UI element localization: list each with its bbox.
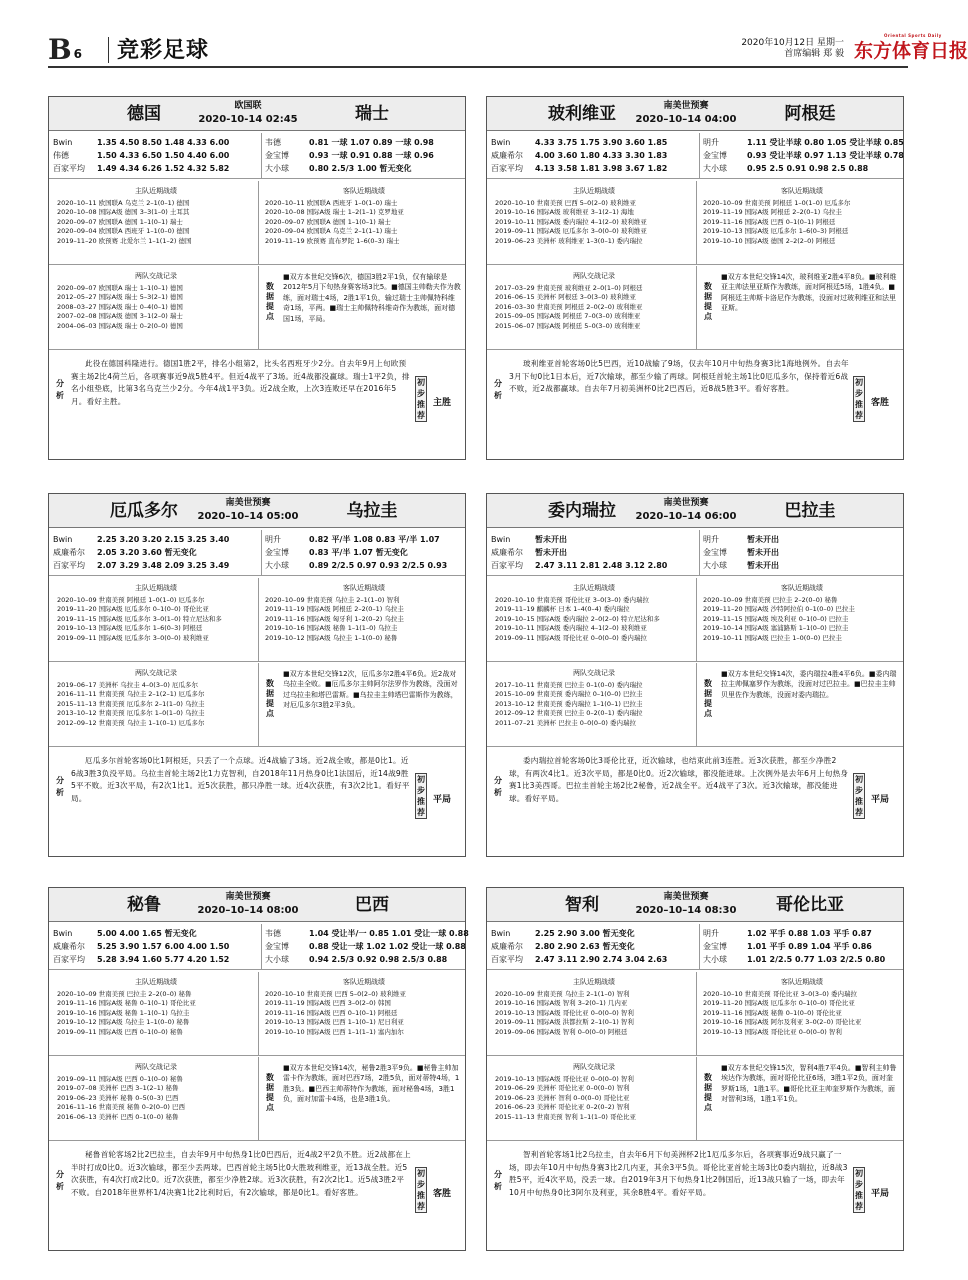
odds-row: 威廉希尔 暂未开出 xyxy=(491,548,567,557)
recent-form xyxy=(487,181,903,265)
data-points-label: 数据提点 xyxy=(704,282,712,321)
recommend-label: 初步推荐 xyxy=(417,775,425,817)
away-recent: 客队近期战绩 2020–10–09 世南美预 巴拉圭 2–2(0–0) 秘鲁 2019–11–20 国际A级 沙特阿拉伯 0–1(0–0) 巴拉圭 2019–11–15 国际A级 埃及利亚 0–1(0–0) 巴拉圭 2019–10–14 国际A级 塞浦路斯 1–1(0–0) 巴拉圭 2019–10–11 国际A级 巴拉圭 1–0(0–0) 巴拉圭 xyxy=(703,584,901,644)
kickoff-time: 2020–10–14 08:30 xyxy=(635,905,737,916)
recent-form xyxy=(487,972,903,1056)
away-team: 巴拉圭 xyxy=(784,501,836,521)
record-row: 2015–11–13 世南美预 厄瓜多尔 2–1(1–0) 乌拉圭 xyxy=(57,699,205,708)
odds-row: Bwin 4.33 3.75 1.75 3.90 3.60 1.85 xyxy=(491,138,668,147)
record-row: 2015–10–09 世南美预 委内瑞拉 0–1(0–0) 巴拉圭 xyxy=(495,690,643,699)
record-row: 2019–06–23 美洲杯 智利 0–0(0–0) 哥伦比亚 xyxy=(495,1093,630,1102)
recommend-label: 初步推荐 xyxy=(855,1169,863,1211)
record-row: 2015–11–13 世南美预 智利 1–1(1–0) 哥伦比亚 xyxy=(495,1112,636,1121)
record-row: 2019–11–20 国际A级 沙特阿拉伯 0–1(0–0) 巴拉圭 xyxy=(703,605,855,614)
odds-row: 大小球 暂未开出 xyxy=(703,561,779,570)
divider xyxy=(258,1057,259,1141)
match-title xyxy=(49,97,465,131)
divider xyxy=(696,663,697,747)
odds-table xyxy=(49,924,469,970)
recent-form xyxy=(487,578,903,662)
match-title xyxy=(49,494,465,528)
divider xyxy=(696,1057,697,1141)
record-row: 2020–10–09 世南美预 阿根廷 1–0(1–0) 厄瓜多尔 xyxy=(703,198,851,207)
odds-table xyxy=(487,133,903,179)
odds-row: 明升 1.02 平手 0.88 1.03 平手 0.87 xyxy=(703,929,872,938)
home-team: 德国 xyxy=(127,104,161,124)
home-team: 智利 xyxy=(565,895,599,915)
divider xyxy=(696,181,697,265)
header-rule xyxy=(48,66,908,68)
record-row: 2020–09–07 欧国联A 瑞士 1–1(0–1) 德国 xyxy=(57,283,183,292)
odds-row: Bwin 暂未开出 xyxy=(491,535,567,544)
record-row: 2019–10–11 国际A级 巴拉圭 1–0(0–0) 巴拉圭 xyxy=(703,633,842,642)
record-row: 2019–11–16 国际A级 巴西 0–1(0–1) 阿根廷 xyxy=(265,1008,398,1017)
h2h-and-data xyxy=(49,266,465,350)
head-to-head: 两队交战记录 2019–06–17 美洲杯 乌拉圭 4–0(3–0) 厄瓜多尔 2016–11–11 世南美预 乌拉圭 2–1(2–1) 厄瓜多尔 2015–11–13 世南美预 厄瓜多尔 2–1(1–0) 乌拉圭 2013–10–12 世南美预 厄瓜多尔 1–0(1–0) 乌拉圭 2012–09–12 世南美预 乌拉圭 1–1(0–1) 厄瓜多尔 xyxy=(57,669,255,729)
match-title xyxy=(487,494,903,528)
record-row: 2013–10–12 世南美预 委内瑞拉 1–1(0–1) 巴拉圭 xyxy=(495,699,643,708)
divider xyxy=(258,663,259,747)
h2h-and-data xyxy=(487,266,903,350)
odds-row: 大小球 1.01 2/2.5 0.77 1.03 2/2.5 0.80 xyxy=(703,955,886,964)
analysis-text: 委内瑞拉首轮客场0比3哥伦比亚，近次输球，也结束此前3连胜。近3次获胜，都至少净胜2球，有两次4比1。近3次平局，都是0比0。近2次输球，都没能进球。上次例外是去年6月上旬热身赛1比3美西哥。巴拉圭首轮主场2比2秘鲁，近2战全平。近4战平了3次。近3次输球，都没能进球。看好平局。 xyxy=(509,756,849,803)
recommendation: 客胜 xyxy=(433,1189,452,1199)
odds-row: 金宝博 0.93 一球 0.91 0.88 一球 0.96 xyxy=(265,151,434,160)
page-number: B 6 xyxy=(48,33,83,66)
analysis-label: 分析 xyxy=(56,776,64,797)
home-recent: 主队近期战绩 2020–10–10 世南美预 巴西 5–0(2–0) 玻利维亚 2019–10–16 国际A级 玻利维亚 3–1(2–1) 海地 2019–10–11 国际A级 委内瑞拉 4–1(2–0) 玻利维亚 2019–09–11 国际A级 厄瓜多尔 3–0(0–0) 玻利维亚 2019–06–23 美洲杯 玻利维亚 1–3(0–1) 委内瑞拉 xyxy=(495,187,693,247)
record-row: 2011–07–21 美洲杯 巴拉圭 0–0(0–0) 委内瑞拉 xyxy=(495,718,636,727)
recommendation: 主胜 xyxy=(433,398,452,408)
record-row: 2019–10–16 国际A级 秘鲁 1–1(1–0) 乌拉圭 xyxy=(265,624,398,633)
competition: 南美世预赛 xyxy=(225,498,271,508)
h2h-and-data xyxy=(487,663,903,747)
record-row: 2019–10–14 国际A级 塞浦路斯 1–1(0–0) 巴拉圭 xyxy=(703,624,849,633)
head-to-head: 两队交战记录 2017–10–11 世南美预 巴拉圭 0–1(0–0) 委内瑞拉 2015–10–09 世南美预 委内瑞拉 0–1(0–0) 巴拉圭 2013–10–12 世南美预 委内瑞拉 1–1(0–1) 巴拉圭 2012–09–12 世南美预 巴拉圭 0–2(0–1) 委内瑞拉 2011–07–21 美洲杯 巴拉圭 0–0(0–0) 委内瑞拉 xyxy=(495,669,693,729)
odds-row: 大小球 0.80 2.5/3 1.00 暂无变化 xyxy=(265,164,412,173)
record-row: 2019–10–16 国际A级 智利 3–2(0–1) 几内亚 xyxy=(495,999,628,1008)
recommendation: 平局 xyxy=(871,795,890,805)
odds-table xyxy=(487,924,903,970)
analysis xyxy=(487,352,903,432)
home-team: 委内瑞拉 xyxy=(548,501,616,521)
home-recent: 主队近期战绩 2020–10–09 世南美预 乌拉圭 2–1(1–0) 智利 2019–10–16 国际A级 智利 3–2(0–1) 几内亚 2019–10–13 国际A级 哥伦比亚 0–0(0–0) 智利 2019–09–11 国际A级 洪都拉斯 2–1(0–1) 智利 2019–09–06 国际A级 智利 0–0(0–0) 阿根廷 xyxy=(495,978,693,1038)
match-card xyxy=(48,96,466,460)
analysis-label: 分析 xyxy=(56,379,64,400)
match-card xyxy=(48,887,469,1251)
away-recent: 客队近期战绩 2020–10–10 世南美预 哥伦比亚 3–0(3–0) 委内瑞拉 2019–11–20 国际A级 厄瓜多尔 0–1(0–0) 哥伦比亚 2019–11–16 国际A级 秘鲁 0–1(0–0) 哥伦比亚 2019–10–16 国际A级 阿尔及利亚 3–0(2–0) 哥伦比亚 2019–10–13 国际A级 哥伦比亚 0–0(0–0) 智利 xyxy=(703,978,901,1038)
divider xyxy=(261,924,262,970)
odds-table xyxy=(49,133,465,179)
record-row: 2019–11–16 国际A级 巴西 0–1(0–1) 阿根廷 xyxy=(703,217,836,226)
data-points-label: 数据提点 xyxy=(266,282,274,321)
competition: 南美世预赛 xyxy=(225,892,271,902)
record-row: 2019–09–11 国际A级 洪都拉斯 2–1(0–1) 智利 xyxy=(495,1018,634,1027)
data-points: ■双方本世纪交锋12次，厄瓜多尔2胜4平6负。近2战对乌拉圭全败。■厄瓜多尔主帅阿尔法罗作为教练，没面对过乌拉圭和塔巴雷斯。■乌拉圭主帅塔巴雷斯作为教练，对厄瓜多尔3胜2平3负。 xyxy=(283,670,458,710)
divider xyxy=(696,972,697,1056)
record-row: 2019–06–29 美洲杯 哥伦比亚 0–0(0–0) 智利 xyxy=(495,1084,630,1093)
away-recent: 客队近期战绩 2020–10–11 欧国联A 西班牙 1–0(1–0) 瑞士 2020–10–08 国际A级 瑞士 1–2(1–1) 克罗地亚 2020–09–07 欧国联A 德国 1–1(0–1) 瑞士 2020–09–04 欧国联A 乌克兰 2–1(1–1) 瑞士 2019–11–19 欧预赛 直布罗陀 1–6(0–3) 瑞士 xyxy=(265,187,463,247)
odds-row: 韦德 1.04 受让半/一 0.85 1.01 受让一球 0.88 xyxy=(265,929,469,938)
analysis xyxy=(49,352,465,432)
away-team: 巴西 xyxy=(355,895,389,915)
record-row: 2020–10–09 世南美预 巴拉圭 2–2(0–0) 秘鲁 xyxy=(57,989,192,998)
record-row: 2013–10–12 世南美预 厄瓜多尔 1–0(1–0) 乌拉圭 xyxy=(57,709,205,718)
match-title xyxy=(49,888,465,922)
away-team: 瑞士 xyxy=(355,104,389,124)
record-row: 2019–11–20 欧预赛 北爱尔兰 1–1(1–2) 德国 xyxy=(57,236,192,245)
recent-form xyxy=(49,181,465,265)
analysis-label: 分析 xyxy=(494,1170,502,1191)
record-row: 2007–02–08 国际A级 德国 3–1(2–0) 瑞士 xyxy=(57,312,183,321)
record-row: 2019–06–17 美洲杯 乌拉圭 4–0(3–0) 厄瓜多尔 xyxy=(57,680,198,689)
data-points-label: 数据提点 xyxy=(704,1073,712,1112)
away-team: 哥伦比亚 xyxy=(776,895,844,915)
record-row: 2020–10–10 世南美预 哥伦比亚 3–0(3–0) 委内瑞拉 xyxy=(495,595,649,604)
home-recent: 主队近期战绩 2020–10–09 世南美预 巴拉圭 2–2(0–0) 秘鲁 2019–11–16 国际A级 秘鲁 0–1(0–1) 哥伦比亚 2019–10–16 国际A级 秘鲁 1–1(0–1) 乌拉圭 2019–10–12 国际A级 乌拉圭 1–1(0–0) 秘鲁 2019–09–11 国际A级 巴西 0–1(0–0) 秘鲁 xyxy=(57,978,255,1038)
record-row: 2019–10–13 国际A级 巴西 1–1(0–1) 尼日利亚 xyxy=(265,1018,404,1027)
odds-row: 百家平均 1.49 4.34 6.26 1.52 4.32 5.82 xyxy=(53,164,230,173)
home-team: 厄瓜多尔 xyxy=(110,501,178,521)
record-row: 2019–09–11 国际A级 巴西 0–1(0–0) 秘鲁 xyxy=(57,1074,183,1083)
record-row: 2019–09–11 国际A级 厄瓜多尔 3–0(0–0) 玻利维亚 xyxy=(495,227,647,236)
record-row: 2019–09–06 国际A级 智利 0–0(0–0) 阿根廷 xyxy=(495,1027,628,1036)
record-row: 2016–11–11 世南美预 乌拉圭 2–1(2–1) 厄瓜多尔 xyxy=(57,690,205,699)
record-row: 2019–06–23 美洲杯 秘鲁 0–5(0–3) 巴西 xyxy=(57,1093,179,1102)
away-recent: 客队近期战绩 2020–10–09 世南美预 乌拉圭 2–1(1–0) 智利 2019–11–19 国际A级 阿根廷 2–2(0–1) 乌拉圭 2019–11–16 国际A级 匈牙利 1–2(0–2) 乌拉圭 2019–10–16 国际A级 秘鲁 1–1(1–0) 乌拉圭 2019–10–12 国际A级 乌拉圭 1–1(0–0) 秘鲁 xyxy=(265,584,463,644)
recommend-label: 初步推荐 xyxy=(855,378,863,420)
record-row: 2019–10–12 国际A级 乌拉圭 1–1(0–0) 秘鲁 xyxy=(57,1018,190,1027)
analysis xyxy=(49,749,465,829)
home-recent: 主队近期战绩 2020–10–09 世南美预 阿根廷 1–0(1–0) 厄瓜多尔 2019–11–20 国际A级 厄瓜多尔 0–1(0–0) 哥伦比亚 2019–11–15 国际A级 厄瓜多尔 3–0(1–0) 特立尼达和多 2019–10–13 国际A级 厄瓜多尔 1–6(0–3) 阿根廷 2019–09–11 国际A级 厄瓜多尔 3–0(0–0) 玻利维亚 xyxy=(57,584,255,644)
analysis xyxy=(487,1143,903,1223)
record-row: 2016–06–15 美洲杯 阿根廷 3–0(3–0) 玻利维亚 xyxy=(495,293,636,302)
divider xyxy=(696,578,697,662)
h2h-and-data xyxy=(49,1057,465,1141)
odds-row: 金宝博 0.83 平/半 1.07 暂无变化 xyxy=(265,548,408,557)
record-row: 2012–09–12 世南美预 巴拉圭 0–2(0–1) 委内瑞拉 xyxy=(495,709,643,718)
record-row: 2020–10–08 国际A级 德国 3–3(1–0) 土耳其 xyxy=(57,208,190,217)
analysis-text: 此役在德国科隆进行。德国1胜2平，排名小组第2，比头名西班牙少2分。自去年9月上旬欧预赛主场2比4荷兰后，各项赛事近9战5胜4平。但近4战平了3场。近4战都没赢球。瑞士1平2负，排名小组垫底，比第3名乌克兰少2分。今年4战1平3负。近2战全败，上次3连败还早在2016年5月。看好主胜。 xyxy=(71,359,410,406)
match-card xyxy=(486,96,904,460)
date-editor: 2020年10月12日 星期一 首席编辑 郑 毅 xyxy=(741,38,844,59)
odds-table xyxy=(487,530,903,576)
away-recent: 客队近期战绩 2020–10–10 世南美预 巴西 5–0(2–0) 玻利维亚 2019–11–19 国际A级 巴西 3–0(2–0) 韩国 2019–11–16 国际A级 巴西 0–1(0–1) 阿根廷 2019–10–13 国际A级 巴西 1–1(0–1) 尼日利亚 2019–10–10 国际A级 巴西 1–1(1–1) 塞内加尔 xyxy=(265,978,463,1038)
record-row: 2019–11–15 国际A级 埃及利亚 0–1(0–0) 巴拉圭 xyxy=(703,614,849,623)
record-row: 2019–11–16 国际A级 秘鲁 0–1(0–0) 哥伦比亚 xyxy=(703,1008,842,1017)
odds-row: 大小球 0.94 2.5/3 0.92 0.98 2.5/3 0.88 xyxy=(265,955,448,964)
kickoff-time: 2020–10–14 08:00 xyxy=(197,905,299,916)
head-to-head: 两队交战记录 2019–09–11 国际A级 巴西 0–1(0–0) 秘鲁 2019–07–08 美洲杯 巴西 3–1(2–1) 秘鲁 2019–06–23 美洲杯 秘鲁 0–5(0–3) 巴西 2016–11–16 世南美预 秘鲁 0–2(0–0) 巴西 2016–06–13 美洲杯 巴西 0–1(0–0) 秘鲁 xyxy=(57,1063,255,1123)
record-row: 2019–11–16 国际A级 秘鲁 0–1(0–1) 哥伦比亚 xyxy=(57,999,196,1008)
record-row: 2019–09–11 国际A级 巴西 0–1(0–0) 秘鲁 xyxy=(57,1027,183,1036)
divider xyxy=(699,924,700,970)
match-card xyxy=(48,493,466,857)
recommendation: 客胜 xyxy=(871,398,890,408)
odds-row: Bwin 2.25 2.90 3.00 暂无变化 xyxy=(491,929,635,938)
record-row: 2017–10–11 世南美预 巴拉圭 0–1(0–0) 委内瑞拉 xyxy=(495,680,643,689)
divider xyxy=(258,578,259,662)
recommendation: 平局 xyxy=(871,1189,890,1199)
match-card xyxy=(486,493,904,857)
data-points-label: 数据提点 xyxy=(266,679,274,718)
record-row: 2019–10–13 国际A级 哥伦比亚 0–0(0–0) 智利 xyxy=(703,1027,842,1036)
competition: 南美世预赛 xyxy=(663,101,709,111)
data-points: ■双方本世纪交锋14次，委内瑞拉4胜4平6负。■委内瑞拉主帅佩塞罗作为教练，没面对过巴拉圭。■巴拉圭主帅贝里佐作为教练，没面对委内瑞拉。 xyxy=(721,670,897,699)
record-row: 2016–03–30 世南美预 阿根廷 2–0(2–0) 玻利维亚 xyxy=(495,302,643,311)
odds-row: 明升 1.11 受让半球 0.80 1.05 受让半球 0.85 xyxy=(703,138,904,147)
away-team: 阿根廷 xyxy=(784,104,836,124)
competition: 欧国联 xyxy=(234,101,262,111)
odds-row: 明升 0.82 平/半 1.08 0.83 平/半 1.07 xyxy=(265,535,440,544)
odds-row: 威廉希尔 2.05 3.20 3.60 暂无变化 xyxy=(53,548,197,557)
competition: 南美世预赛 xyxy=(663,892,709,902)
record-row: 2020–09–07 欧国联A 德国 1–1(0–1) 瑞士 xyxy=(265,217,391,226)
record-row: 2020–10–09 世南美预 巴拉圭 2–2(0–0) 秘鲁 xyxy=(703,595,838,604)
record-row: 2020–09–04 欧国联A 乌克兰 2–1(1–1) 瑞士 xyxy=(265,227,398,236)
data-points: ■双方本世纪交锋14次，玻利维亚2胜4平8负。■玻利维亚主帅法里亚斯作为教练，面对阿根廷5场，1胜4负。■阿根廷主帅斯卡洛尼作为教练，没面对过玻利维亚和法里亚斯。 xyxy=(721,273,897,313)
record-row: 2019–11–20 国际A级 厄瓜多尔 0–1(0–0) 哥伦比亚 xyxy=(57,605,209,614)
head-to-head: 两队交战记录 2017–03–29 世南美预 玻利维亚 2–0(1–0) 阿根廷 2016–06–15 美洲杯 阿根廷 3–0(3–0) 玻利维亚 2016–03–30 世南美预 阿根廷 2–0(2–0) 玻利维亚 2015–09–05 国际A级 阿根廷 7–0(3–0) 玻利维亚 2015–06–07 国际A级 阿根廷 5–0(3–0) 玻利维亚 xyxy=(495,272,693,332)
divider xyxy=(258,266,259,350)
record-row: 2008–03–27 国际A级 瑞士 0–4(0–1) 德国 xyxy=(57,302,183,311)
analysis-text: 智利首轮客场1比2乌拉圭，自去年6月下旬美洲杯2比1厄瓜多尔后，各项赛事近9战只赢了一场，即去年10月中旬热身赛3比2几内亚，其余3平5负。哥伦比亚首轮主场3比0委内瑞拉，近8战3胜5平，近4次平局，没丢一球。自2019年3月下旬热身1比2韩国后，近13战只输了一场，即去年10月中旬热身0比3阿尔及利亚，其余8胜4平。看好平局。 xyxy=(509,1150,848,1197)
record-row: 2019–11–15 国际A级 厄瓜多尔 3–0(1–0) 特立尼达和多 xyxy=(57,614,222,623)
kickoff-time: 2020–10–14 06:00 xyxy=(635,511,737,522)
record-row: 2019–10–13 国际A级 哥伦比亚 0–0(0–0) 智利 xyxy=(495,1008,634,1017)
analysis xyxy=(487,749,903,829)
analysis-text: 玻利维亚首轮客场0比5巴西，近10战输了9场，仅去年10月中旬热身赛3比1海地例外。自去年3月下旬0比1日本后，近7次输球，都至少输了两球。阿根廷首轮主场1比0厄瓜多尔，保持着近6战不败，近2战都赢球。自去年7月初美洲杯0比2巴西后，近8战5胜3平。看好客胜。 xyxy=(509,359,849,394)
analysis-label: 分析 xyxy=(494,776,502,797)
record-row: 2019–09–11 国际A级 厄瓜多尔 3–0(0–0) 玻利维亚 xyxy=(57,633,209,642)
odds-row: 威廉希尔 2.80 2.90 2.63 暂无变化 xyxy=(491,942,635,951)
record-row: 2019–07–08 美洲杯 巴西 3–1(2–1) 秘鲁 xyxy=(57,1084,179,1093)
record-row: 2019–11–19 麒麟杯 日本 1–4(0–4) 委内瑞拉 xyxy=(495,605,630,614)
odds-row: 百家平均 5.28 3.94 1.60 5.77 4.20 1.52 xyxy=(53,955,230,964)
away-team: 乌拉圭 xyxy=(346,501,398,521)
data-points: ■双方本世纪交锋14次，秘鲁2胜3平9负。■秘鲁主帅加雷卡作为教练，面对巴西7场，2胜5负，面对蒂特4场，1胜3负。■巴西主帅蒂特作为教练，面对秘鲁4场，3胜1负，面对加雷卡4场，也是3胜1负。 xyxy=(283,1064,460,1104)
odds-row: 明升 暂未开出 xyxy=(703,535,779,544)
record-row: 2020–10–09 世南美预 乌拉圭 2–1(1–0) 智利 xyxy=(495,989,630,998)
record-row: 2019–11–16 国际A级 匈牙利 1–2(0–2) 乌拉圭 xyxy=(265,614,404,623)
divider xyxy=(258,181,259,265)
analysis-text: 厄瓜多尔首轮客场0比1阿根廷，只丢了一个点球。近4战输了3场。近2战全败，都是0比1。近6战3胜3负没平局。乌拉圭首轮主场2比1力克智利，自2018年11月热身0比1法国后，近14战9胜5平不败。近3次平局，有2次1比1。近5次获胜，都只净胜一球。近4次获胜，有3次2比1。看好平局。 xyxy=(71,756,410,803)
record-row: 2012–09–12 世南美预 乌拉圭 1–1(0–1) 厄瓜多尔 xyxy=(57,718,205,727)
record-row: 2020–10–11 欧国联A 乌克兰 2–1(0–1) 德国 xyxy=(57,198,190,207)
data-points: ■双方本世纪交锋15次，智利4胜7平4负。■智利主帅鲁埃达作为教练，面对哥伦比亚6场，3胜1平2负，面对奎罗斯1场，1胜1平。■哥伦比亚主帅奎罗斯作为教练，面对智利3场，1胜1平1负。 xyxy=(721,1064,897,1104)
record-row: 2016–06–23 美洲杯 哥伦比亚 0–2(0–2) 智利 xyxy=(495,1103,630,1112)
data-points-label: 数据提点 xyxy=(266,1073,274,1112)
recent-form xyxy=(49,578,465,662)
record-row: 2020–10–10 世南美预 巴西 5–0(2–0) 玻利维亚 xyxy=(265,989,406,998)
kickoff-time: 2020–10–14 04:00 xyxy=(635,114,737,125)
record-row: 2019–10–13 国际A级 厄瓜多尔 1–6(0–3) 阿根廷 xyxy=(703,227,849,236)
record-row: 2019–10–12 国际A级 乌拉圭 1–1(0–0) 秘鲁 xyxy=(265,633,398,642)
odds-row: 百家平均 2.47 3.11 2.90 2.74 3.04 2.63 xyxy=(491,955,668,964)
record-row: 2019–11–19 国际A级 巴西 3–0(2–0) 韩国 xyxy=(265,999,391,1008)
record-row: 2020–10–10 世南美预 哥伦比亚 3–0(3–0) 委内瑞拉 xyxy=(703,989,857,998)
record-row: 2020–10–10 世南美预 巴西 5–0(2–0) 玻利维亚 xyxy=(495,198,636,207)
odds-row: 韦德 0.81 一球 1.07 0.89 一球 0.98 xyxy=(265,138,434,147)
odds-row: 金宝博 1.01 平手 0.89 1.04 平手 0.86 xyxy=(703,942,872,951)
match-card xyxy=(486,887,904,1251)
newspaper-logo: Oriental Sports Daily 东方体育日报 xyxy=(854,33,968,62)
odds-row: 百家平均 2.07 3.29 3.48 2.09 3.25 3.49 xyxy=(53,561,230,570)
record-row: 2015–06–07 国际A级 阿根廷 5–0(3–0) 玻利维亚 xyxy=(495,321,641,330)
data-points: ■双方本世纪交锋6次，德国3胜2平1负，仅有输球是2012年5月下旬热身赛客场3比5。■德国主帅勒夫作为教练，面对瑞士4场，2胜1平1负，输过瑞士主帅佩特科维奇1场，平两。■瑞士主帅佩特科维奇作为教练，面对德国1场，平局。 xyxy=(283,273,461,323)
h2h-and-data xyxy=(487,1057,903,1141)
kickoff-time: 2020–10–14 05:00 xyxy=(197,511,299,522)
kickoff-time: 2020-10-14 02:45 xyxy=(198,114,298,125)
record-row: 2020–10–09 世南美预 阿根廷 1–0(1–0) 厄瓜多尔 xyxy=(57,595,205,604)
odds-table xyxy=(49,530,465,576)
record-row: 2019–10–13 国际A级 哥伦比亚 0–0(0–0) 智利 xyxy=(495,1074,634,1083)
odds-row: 金宝博 0.88 受让一球 1.02 1.02 受让一球 0.88 xyxy=(265,942,466,951)
odds-row: Bwin 1.35 4.50 8.50 1.48 4.33 6.00 xyxy=(53,138,230,147)
odds-row: 百家平均 2.47 3.11 2.81 2.48 3.12 2.80 xyxy=(491,561,668,570)
odds-row: 金宝博 0.93 受让半球 0.97 1.13 受让半球 0.78 xyxy=(703,151,904,160)
record-row: 2019–10–15 国际A级 委内瑞拉 2–0(2–0) 特立尼达和多 xyxy=(495,614,660,623)
record-row: 2019–09–11 国际A级 哥伦比亚 0–0(0–0) 委内瑞拉 xyxy=(495,633,647,642)
home-recent: 主队近期战绩 2020–10–11 欧国联A 乌克兰 2–1(0–1) 德国 2020–10–08 国际A级 德国 3–3(1–0) 土耳其 2020–09–07 欧国联A 德国 1–1(0–1) 瑞士 2020–09–04 欧国联A 西班牙 1–1(0–0) 德国 2019–11–20 欧预赛 北爱尔兰 1–1(1–2) 德国 xyxy=(57,187,255,247)
record-row: 2015–09–05 国际A级 阿根廷 7–0(3–0) 玻利维亚 xyxy=(495,312,641,321)
record-row: 2016–11–16 世南美预 秘鲁 0–2(0–0) 巴西 xyxy=(57,1103,185,1112)
record-row: 2020–10–11 欧国联A 西班牙 1–0(1–0) 瑞士 xyxy=(265,198,398,207)
divider xyxy=(699,133,700,179)
odds-row: Bwin 2.25 3.20 3.20 2.15 3.25 3.40 xyxy=(53,535,230,544)
analysis-text: 秘鲁首轮客场2比2巴拉圭，自去年9月中旬热身1比0巴西后，近4战2平2负不胜。近2战都在上半时打成0比0。近3次输球，都至少丢两球。巴西首轮主场5比0大胜玻利维亚，近13战全胜。近5次获胜，有4次打成2比0。近7次获胜，都至少净胜2球。近3次获胜，有2次2比1。近5战3胜2平不败。自2018年世界杯1/4决赛1比2比利时后，有2次输球，都是0比1。看好客胜。 xyxy=(71,1150,411,1197)
odds-row: 百家平均 4.13 3.58 1.81 3.98 3.67 1.82 xyxy=(491,164,668,173)
page-header xyxy=(48,33,968,66)
record-row: 2019–11–19 欧预赛 直布罗陀 1–6(0–3) 瑞士 xyxy=(265,236,400,245)
recommend-label: 初步推荐 xyxy=(417,378,425,420)
record-row: 2020–09–07 欧国联A 德国 1–1(0–1) 瑞士 xyxy=(57,217,183,226)
analysis xyxy=(49,1143,465,1223)
record-row: 2019–10–16 国际A级 秘鲁 1–1(0–1) 乌拉圭 xyxy=(57,1008,190,1017)
match-title xyxy=(487,97,903,131)
analysis-label: 分析 xyxy=(494,379,502,400)
analysis-label: 分析 xyxy=(56,1170,64,1191)
competition: 南美世预赛 xyxy=(663,498,709,508)
odds-row: 伟德 1.50 4.33 6.50 1.50 4.40 6.00 xyxy=(53,151,230,160)
section-title: 竞彩足球 xyxy=(108,37,209,63)
record-row: 2019–10–16 国际A级 玻利维亚 3–1(2–1) 海地 xyxy=(495,208,634,217)
record-row: 2019–10–10 国际A级 巴西 1–1(1–1) 塞内加尔 xyxy=(265,1027,404,1036)
record-row: 2019–11–19 国际A级 阿根廷 2–2(0–1) 乌拉圭 xyxy=(265,605,404,614)
record-row: 2020–10–09 世南美预 乌拉圭 2–1(1–0) 智利 xyxy=(265,595,400,604)
divider xyxy=(261,530,262,576)
record-row: 2019–11–19 国际A级 阿根廷 2–2(0–1) 乌拉圭 xyxy=(703,208,842,217)
odds-row: 大小球 0.95 2.5 0.91 0.98 2.5 0.88 xyxy=(703,164,869,173)
record-row: 2017–03–29 世南美预 玻利维亚 2–0(1–0) 阿根廷 xyxy=(495,283,643,292)
record-row: 2019–10–11 国际A级 委内瑞拉 4–1(2–0) 玻利维亚 xyxy=(495,624,647,633)
h2h-and-data xyxy=(49,663,465,747)
recommend-label: 初步推荐 xyxy=(855,775,863,817)
odds-row: 大小球 0.89 2/2.5 0.97 0.93 2/2.5 0.93 xyxy=(265,561,448,570)
odds-row: Bwin 5.00 4.00 1.65 暂无变化 xyxy=(53,929,197,938)
away-recent: 客队近期战绩 2020–10–09 世南美预 阿根廷 1–0(1–0) 厄瓜多尔 2019–11–19 国际A级 阿根廷 2–2(0–1) 乌拉圭 2019–11–16 国际A级 巴西 0–1(0–1) 阿根廷 2019–10–13 国际A级 厄瓜多尔 1–6(0–3) 阿根廷 2019–10–10 国际A级 德国 2–2(2–0) 阿根廷 xyxy=(703,187,901,247)
record-row: 2016–06–13 美洲杯 巴西 0–1(0–0) 秘鲁 xyxy=(57,1112,179,1121)
head-to-head: 两队交战记录 2020–09–07 欧国联A 瑞士 1–1(0–1) 德国 2012–05–27 国际A级 瑞士 5–3(2–1) 德国 2008–03–27 国际A级 瑞士 0–4(0–1) 德国 2007–02–08 国际A级 德国 3–1(2–0) 瑞士 2004–06–03 国际A级 瑞士 0–2(0–0) 德国 xyxy=(57,272,255,332)
divider xyxy=(261,133,262,179)
match-title xyxy=(487,888,903,922)
odds-row: 威廉希尔 4.00 3.60 1.80 4.33 3.30 1.83 xyxy=(491,151,668,160)
home-team: 秘鲁 xyxy=(127,895,161,915)
record-row: 2019–06–23 美洲杯 玻利维亚 1–3(0–1) 委内瑞拉 xyxy=(495,236,643,245)
record-row: 2019–10–16 国际A级 阿尔及利亚 3–0(2–0) 哥伦比亚 xyxy=(703,1018,862,1027)
divider xyxy=(258,972,259,1056)
divider xyxy=(696,266,697,350)
record-row: 2019–10–11 国际A级 委内瑞拉 4–1(2–0) 玻利维亚 xyxy=(495,217,647,226)
home-team: 玻利维亚 xyxy=(548,104,616,124)
record-row: 2004–06–03 国际A级 瑞士 0–2(0–0) 德国 xyxy=(57,321,183,330)
home-recent: 主队近期战绩 2020–10–10 世南美预 哥伦比亚 3–0(3–0) 委内瑞拉 2019–11–19 麒麟杯 日本 1–4(0–4) 委内瑞拉 2019–10–15 国际A级 委内瑞拉 2–0(2–0) 特立尼达和多 2019–10–11 国际A级 委内瑞拉 4–1(2–0) 玻利维亚 2019–09–11 国际A级 哥伦比亚 0–0(0–0) 委内瑞拉 xyxy=(495,584,693,644)
record-row: 2019–10–10 国际A级 德国 2–2(2–0) 阿根廷 xyxy=(703,236,836,245)
record-row: 2020–09–04 欧国联A 西班牙 1–1(0–0) 德国 xyxy=(57,227,190,236)
record-row: 2019–11–20 国际A级 厄瓜多尔 0–1(0–0) 哥伦比亚 xyxy=(703,999,855,1008)
odds-row: 威廉希尔 5.25 3.90 1.57 6.00 4.00 1.50 xyxy=(53,942,230,951)
odds-row: 金宝博 暂未开出 xyxy=(703,548,779,557)
record-row: 2012–05–27 国际A级 瑞士 5–3(2–1) 德国 xyxy=(57,293,183,302)
divider xyxy=(699,530,700,576)
recent-form xyxy=(49,972,465,1056)
record-row: 2020–10–08 国际A级 瑞士 1–2(1–1) 克罗地亚 xyxy=(265,208,404,217)
record-row: 2019–10–13 国际A级 厄瓜多尔 1–6(0–3) 阿根廷 xyxy=(57,624,203,633)
data-points-label: 数据提点 xyxy=(704,679,712,718)
head-to-head: 两队交战记录 2019–10–13 国际A级 哥伦比亚 0–0(0–0) 智利 2019–06–29 美洲杯 哥伦比亚 0–0(0–0) 智利 2019–06–23 美洲杯 智利 0–0(0–0) 哥伦比亚 2016–06–23 美洲杯 哥伦比亚 0–2(0–2) 智利 2015–11–13 世南美预 智利 1–1(1–0) 哥伦比亚 xyxy=(495,1063,693,1123)
recommendation: 平局 xyxy=(433,795,452,805)
recommend-label: 初步推荐 xyxy=(417,1169,425,1211)
